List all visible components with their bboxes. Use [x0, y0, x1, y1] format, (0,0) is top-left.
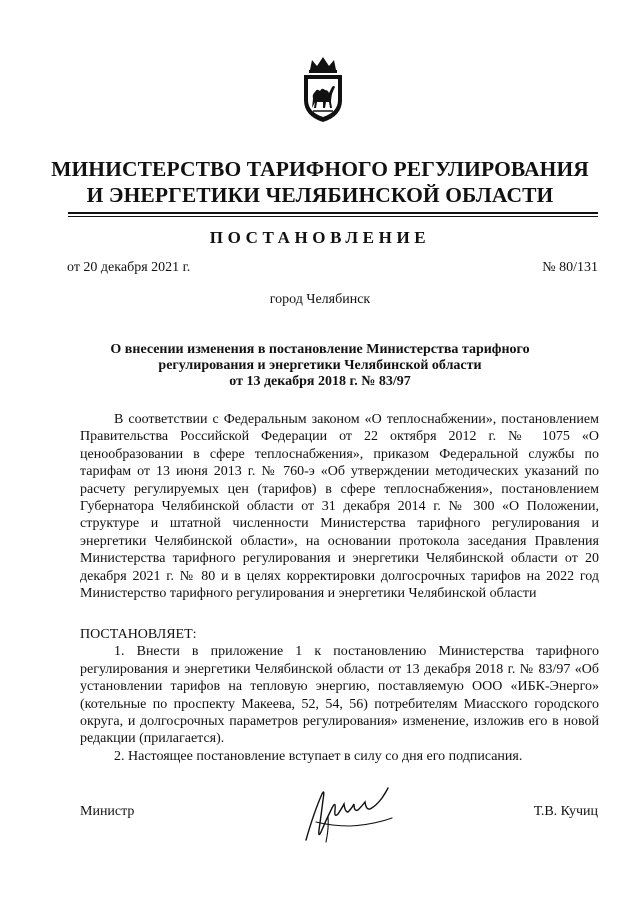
- subject-line: О внесении изменения в постановление Министерства тарифного: [110, 342, 530, 357]
- subject-line: регулирования и энергетики Челябинской области: [158, 358, 482, 373]
- preamble-text: В соответствии с Федеральным законом «О теплоснабжении», постановлением Правительства Российской Федерации от 22 октября 2012 г. № 1075 «О ценообразовании в сфере теплоснабжения», приказом Федеральной службы по тарифам от 13 июня 2013 г. № 760-э «Об утверждении методических указаний по расчету регулируемых цен (тарифов) в сфере теплоснабжения», постановлением Губернатора Челябинской области от 31 декабря 2014 г. № 300 «О Положении, структуре и штатной численности Министерства тарифного регулирования и энергетики Челябинской области», на основании протокола заседания Правления Министерства тарифного регулирования и энергетики Челябинской области от 20 декабря 2021 г. № 80 и в целях корректировки долгосрочных тарифов на 2022 год Министерство тарифного регулирования и энергетики Челябинской области: [80, 412, 599, 602]
- handwritten-signature: [292, 782, 420, 854]
- decree-city: город Челябинск: [269, 292, 371, 307]
- decree-number: № 80/131: [542, 260, 598, 275]
- ministry-name-line2: И ЭНЕРГЕТИКИ ЧЕЛЯБИНСКОЙ ОБЛАСТИ: [86, 183, 554, 207]
- decrees-keyword: ПОСТАНОВЛЯЕТ:: [80, 627, 197, 642]
- decree-date: от 20 декабря 2021 г.: [67, 260, 191, 275]
- header-divider: [68, 212, 598, 214]
- decree-subject: [80, 342, 560, 390]
- signatory-title: Министр: [80, 804, 135, 819]
- ministry-name-line1: МИНИСТЕРСТВО ТАРИФНОГО РЕГУЛИРОВАНИЯ: [51, 157, 589, 181]
- subject-line: от 13 декабря 2018 г. № 83/97: [229, 374, 411, 389]
- signatory-name: Т.В. Кучиц: [533, 804, 598, 819]
- decree-body: [80, 626, 599, 765]
- header-divider-thin: [68, 216, 598, 217]
- document-type-title: ПОСТАНОВЛЕНИЕ: [209, 228, 431, 247]
- decree-item-2: 2. Настоящее постановление вступает в силу со дня его подписания.: [114, 748, 523, 764]
- chelyabinsk-coat-of-arms-icon: [300, 56, 346, 124]
- preamble-paragraph: [80, 411, 599, 602]
- decree-item-1: 1. Внести в приложение 1 к постановлению Министерства тарифного регулирования и энергетики Челябинской области от 13 декабря 2018 г. № 83/97 «Об установлении тарифов на тепловую энергию, поставляемую ООО «ИБК-Энерго» (котельные по проспекту Макеева, 52, 54, 56) потребителям Миасского городского округа, и долгосрочных параметров регулирования» изменение, изложив его в новой редакции (прилагается).: [80, 644, 599, 747]
